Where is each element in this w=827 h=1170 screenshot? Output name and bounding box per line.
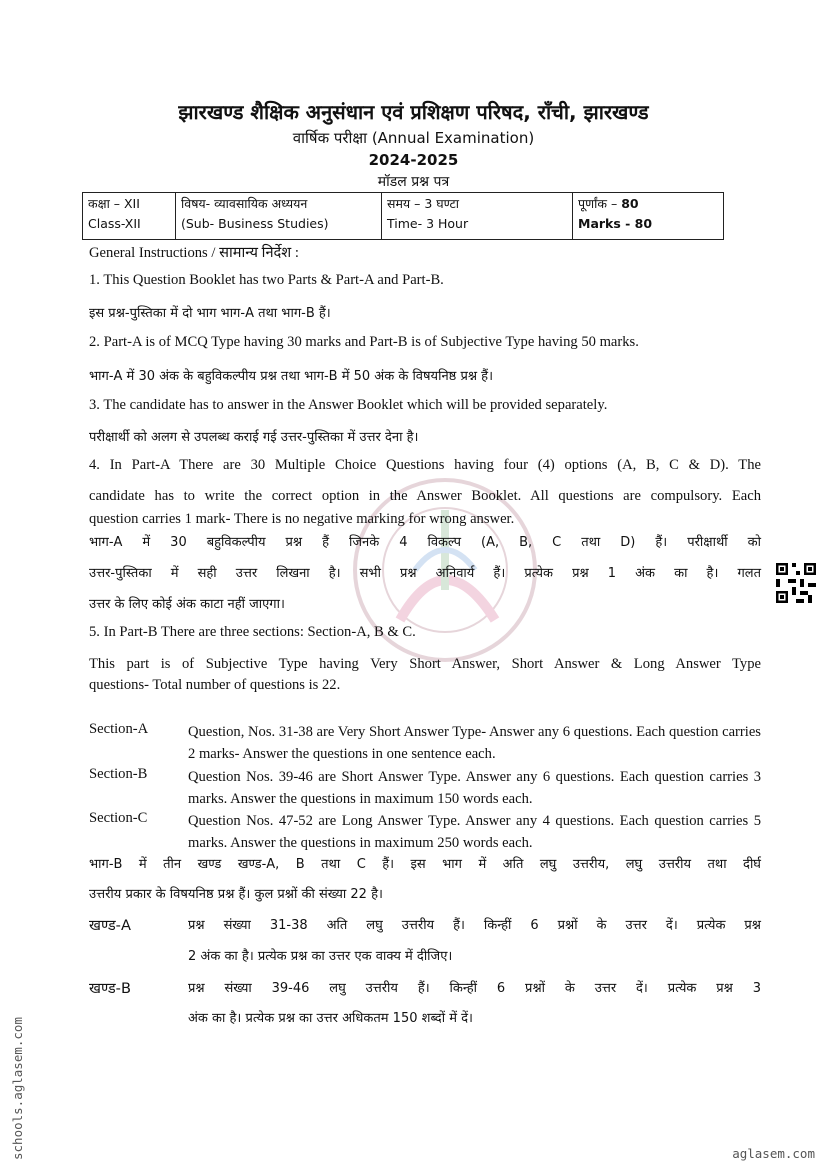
- instructions-heading: General Instructions / सामान्य निर्देश :: [89, 245, 299, 261]
- khand-b-label: खण्ड-B: [89, 980, 131, 997]
- khand-a-label: खण्ड-A: [89, 917, 131, 934]
- section-a-label: Section-A: [89, 721, 149, 737]
- time-en: Time- 3 Hour: [387, 216, 469, 231]
- instruction-4-hi-line1: भाग-A में 30 बहुविकल्पीय प्रश्न हैं जिनके 4 विकल्प (A, B, C तथा D) हैं। परीक्षार्थी को: [89, 535, 761, 550]
- instruction-3-en: 3. The candidate has to answer in the Answer Booklet which will be provided separately.: [89, 397, 608, 413]
- section-c-label: Section-C: [89, 810, 148, 826]
- class-en: Class-XII: [88, 216, 141, 231]
- class-cell: [83, 193, 176, 240]
- instruction-1-en: 1. This Question Booklet has two Parts & Part-A and Part-B.: [89, 272, 444, 288]
- instruction-5-en-line3: questions- Total number of questions is 22.: [89, 677, 341, 693]
- subject-hi: विषय- व्यावसायिक अध्ययन: [181, 196, 308, 211]
- exam-info-table: [82, 192, 724, 240]
- instruction-1-hi: इस प्रश्न-पुस्तिका में दो भाग भाग-A तथा भाग-B हैं।: [89, 306, 331, 321]
- khand-b-line2: अंक का है। प्रत्येक प्रश्न का उत्तर अधिकतम 150 शब्दों में दें।: [188, 1011, 473, 1026]
- class-hi: कक्षा – XII: [88, 196, 140, 211]
- marks-en: Marks - 80: [578, 216, 653, 231]
- marks-cell: [573, 193, 724, 240]
- page-title: झारखण्ड शैक्षिक अनुसंधान एवं प्रशिक्षण परिषद, राँची, झारखण्ड: [178, 100, 649, 124]
- instruction-4-hi-line2: उत्तर-पुस्तिका में सही उत्तर लिखना है। सभी प्रश्न अनिवार्य हैं। प्रत्येक प्रश्न 1 अंक का है। गलत: [89, 566, 761, 581]
- exam-year: 2024-2025: [368, 151, 459, 169]
- side-watermark-url: schools.aglasem.com: [10, 1017, 25, 1160]
- exam-name: वार्षिक परीक्षा (Annual Examination): [292, 129, 535, 147]
- khand-b-line1: प्रश्न संख्या 39-46 लघु उत्तरीय हैं। किन्हीं 6 प्रश्नों के उत्तर दें। प्रत्येक प्रश्न 3: [188, 981, 761, 996]
- section-b-label: Section-B: [89, 766, 148, 782]
- instruction-5-en: 5. In Part-B There are three sections: Section-A, B & C.: [89, 624, 416, 640]
- section-a-text: Question, Nos. 31-38 are Very Short Answer Type- Answer any 6 questions. Each question carries 2 marks- Answer the questions in one sentence each.: [188, 724, 761, 762]
- instruction-5-en-line2: This part is of Subjective Type having Very Short Answer, Short Answer & Long Answer Type: [89, 656, 761, 672]
- instruction-2-en: 2. Part-A is of MCQ Type having 30 marks and Part-B is of Subjective Type having 50 marks.: [89, 334, 639, 350]
- paper-type: मॉडल प्रश्न पत्र: [377, 174, 450, 190]
- instruction-4-hi-line3: उत्तर के लिए कोई अंक काटा नहीं जाएगा।: [89, 597, 285, 612]
- time-hi: समय – 3 घण्टा: [387, 196, 460, 211]
- subject-en: (Sub- Business Studies): [181, 216, 329, 231]
- marks-hi-value: 80: [621, 196, 639, 211]
- qr-code-icon: [776, 563, 816, 603]
- subject-cell: [176, 193, 382, 240]
- time-cell: [382, 193, 573, 240]
- section-c-text: Question Nos. 47-52 are Long Answer Type. Answer any 4 questions. Each question carries 5 marks. Answer the questions in maximum 250 words each.: [188, 813, 761, 851]
- section-b-text: Question Nos. 39-46 are Short Answer Type. Answer any 6 questions. Each question carries 3 marks. Answer the questions in maximum 150 words each.: [188, 769, 761, 807]
- marks-hi-label: पूर्णांक –: [578, 196, 618, 211]
- instruction-4-en-line1: 4. In Part-A There are 30 Multiple Choice Questions having four (4) options (A, B, C & D). The: [89, 457, 761, 473]
- instruction-3-hi: परीक्षार्थी को अलग से उपलब्ध कराई गई उत्तर-पुस्तिका में उत्तर देना है।: [89, 430, 419, 445]
- khand-a-line2: 2 अंक का है। प्रत्येक प्रश्न का उत्तर एक वाक्य में दीजिए।: [188, 949, 453, 964]
- part-b-hi-line1: भाग-B में तीन खण्ड खण्ड-A, B तथा C हैं। इस भाग में अति लघु उत्तरीय, लघु उत्तरीय तथा दीर्घ: [89, 857, 761, 872]
- instruction-4-en-line2: candidate has to write the correct option in the Answer Booklet. All questions are compulsory. Each: [89, 488, 761, 504]
- instruction-2-hi: भाग-A में 30 अंक के बहुविकल्पीय प्रश्न तथा भाग-B में 50 अंक के विषयनिष्ठ प्रश्न हैं।: [89, 369, 494, 384]
- part-b-hi-line2: उत्तरीय प्रकार के विषयनिष्ठ प्रश्न हैं। कुल प्रश्नों की संख्या 22 है।: [89, 887, 383, 902]
- khand-a-line1: प्रश्न संख्या 31-38 अति लघु उत्तरीय हैं। किन्हीं 6 प्रश्नों के उत्तर दें। प्रत्येक प्रश्न: [188, 918, 761, 933]
- footer-url: aglasem.com: [732, 1146, 815, 1161]
- instruction-4-en-line3: question carries 1 mark- There is no negative marking for wrong answer.: [89, 511, 515, 527]
